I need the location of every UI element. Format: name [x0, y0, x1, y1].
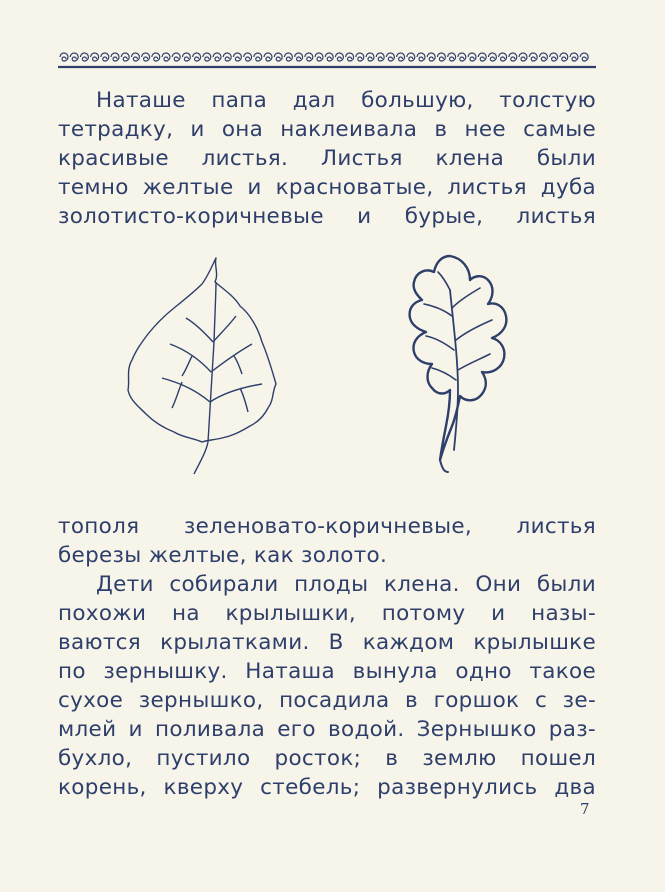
text-line: похожи на крылышки, потому и назы- [58, 601, 596, 626]
ornamental-border [58, 43, 596, 71]
birch-leaf-illustration [122, 252, 290, 478]
text-line: ваются крылатками. В каждом крылышке [58, 630, 596, 655]
text-line: по зернышку. Наташа вынула одно такое [58, 659, 596, 684]
text-line: березы желтые, как золото. [58, 543, 388, 568]
text-line: бухло, пустило росток; в землю пошел [58, 746, 596, 771]
paragraph-2-3 [58, 512, 596, 802]
text-line: красивые листья. Листья клена были [58, 146, 596, 171]
paragraph-1 [58, 86, 596, 231]
text-line: золотисто-коричневые и бурые, листья [58, 204, 596, 229]
text-line: тетрадку, и она наклеивала в нее самые [58, 117, 596, 142]
text-line: темно желтые и красноватые, листья дуба [58, 175, 596, 200]
page-number: 7 [580, 800, 590, 818]
text-line: Наташе папа дал большую, толстую [96, 88, 596, 113]
text-line: сухое зернышко, посадила в горшок с зе- [58, 688, 596, 713]
text-line: тополя зеленовато-коричневые, листья [58, 514, 596, 539]
oak-leaf-illustration [388, 250, 528, 474]
text-line: Дети собирали плоды клена. Они были [96, 572, 596, 597]
text-line: млей и поливала его водой. Зернышко раз- [58, 717, 596, 742]
text-line: корень, кверху стебель; развернулись два [58, 775, 596, 800]
